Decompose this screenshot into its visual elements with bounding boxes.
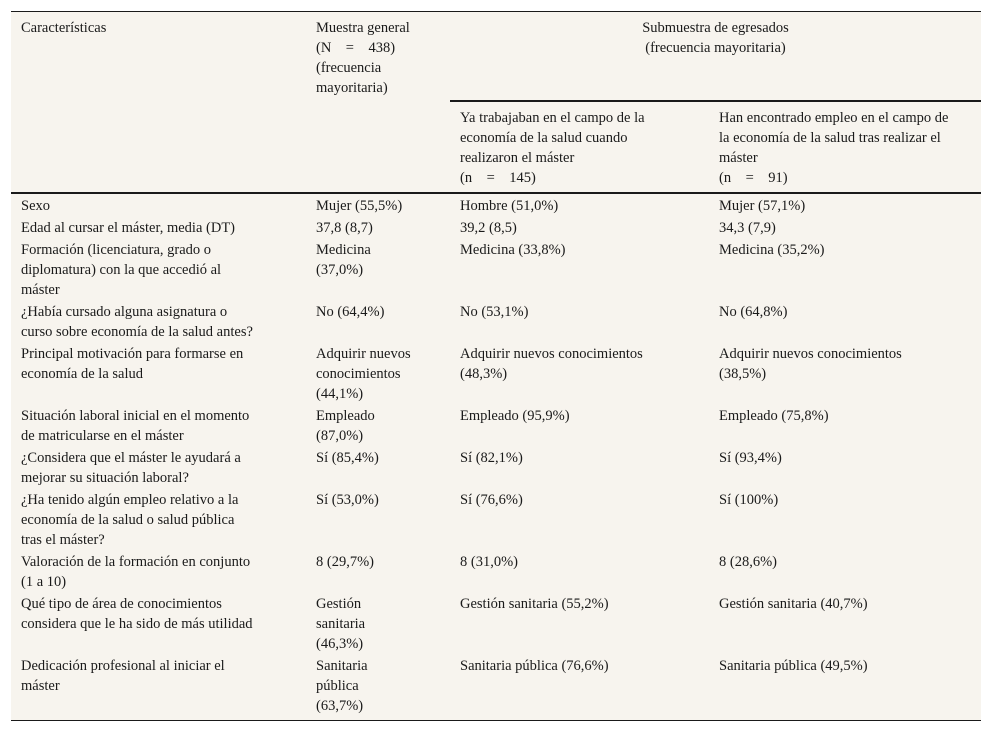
header-general-sample: Muestra general (N = 438) (frecuencia mayoritaria) — [316, 20, 410, 96]
row-label: Valoración de la formación en conjunto (1 a 10) — [21, 554, 251, 590]
row-label: Formación (licenciatura, grado o diplomatura) con la que accedió al máster — [21, 242, 222, 298]
row-label: ¿Ha tenido algún empleo relativo a la economía de la salud o salud pública tras el máster? — [21, 492, 239, 548]
row-general: 37,8 (8,7) — [316, 220, 373, 236]
row-label: Qué tipo de área de conocimientos considera que le ha sido de más utilidad — [21, 596, 253, 632]
row-general: Adquirir nuevos conocimientos (44,1%) — [316, 346, 411, 402]
row-general: Empleado (87,0%) — [316, 408, 375, 444]
row-found-employment: Sí (100%) — [719, 492, 779, 508]
row-already-working: 8 (31,0%) — [460, 554, 518, 570]
row-label: ¿Considera que el máster le ayudará a mejorar su situación laboral? — [21, 450, 241, 486]
header-graduates-subsample: Submuestra de egresados (frecuencia mayoritaria) — [642, 20, 789, 56]
row-general: 8 (29,7%) — [316, 554, 374, 570]
row-label: ¿Había cursado alguna asignatura o curso sobre economía de la salud antes? — [21, 304, 253, 340]
row-general: Gestión sanitaria (46,3%) — [316, 596, 366, 652]
table-bottom-rule — [11, 720, 981, 721]
row-general: No (64,4%) — [316, 304, 385, 320]
row-already-working: Hombre (51,0%) — [460, 198, 559, 214]
row-found-employment: Mujer (57,1%) — [719, 198, 806, 214]
subsample-header-rule — [450, 100, 981, 102]
row-label: Edad al cursar el máster, media (DT) — [21, 220, 236, 236]
row-already-working: 39,2 (8,5) — [460, 220, 517, 236]
header-characteristics: Características — [21, 20, 107, 36]
row-general: Sí (85,4%) — [316, 450, 379, 466]
row-found-employment: Gestión sanitaria (40,7%) — [719, 596, 868, 612]
header-found-employment: Han encontrado empleo en el campo de la economía de la salud tras realizar el máster (n = 91) — [719, 110, 949, 186]
row-already-working: No (53,1%) — [460, 304, 529, 320]
row-found-employment: Empleado (75,8%) — [719, 408, 829, 424]
row-found-employment: Sanitaria pública (49,5%) — [719, 658, 868, 674]
row-general: Sí (53,0%) — [316, 492, 379, 508]
row-already-working: Sí (76,6%) — [460, 492, 523, 508]
row-label: Dedicación profesional al iniciar el máster — [21, 658, 225, 694]
row-found-employment: 8 (28,6%) — [719, 554, 777, 570]
row-found-employment: 34,3 (7,9) — [719, 220, 776, 236]
row-already-working: Sí (82,1%) — [460, 450, 523, 466]
row-found-employment: Sí (93,4%) — [719, 450, 782, 466]
row-found-employment: No (64,8%) — [719, 304, 788, 320]
row-label: Principal motivación para formarse en economía de la salud — [21, 346, 244, 382]
row-label: Sexo — [21, 198, 50, 214]
results-table — [11, 11, 981, 721]
row-label: Situación laboral inicial en el momento de matricularse en el máster — [21, 408, 250, 444]
row-already-working: Sanitaria pública (76,6%) — [460, 658, 609, 674]
row-already-working: Gestión sanitaria (55,2%) — [460, 596, 609, 612]
row-general: Medicina (37,0%) — [316, 242, 371, 278]
row-found-employment: Adquirir nuevos conocimientos (38,5%) — [719, 346, 902, 382]
header-bottom-rule — [11, 192, 981, 194]
row-general: Mujer (55,5%) — [316, 198, 403, 214]
row-already-working: Adquirir nuevos conocimientos (48,3%) — [460, 346, 643, 382]
row-already-working: Medicina (33,8%) — [460, 242, 566, 258]
row-already-working: Empleado (95,9%) — [460, 408, 570, 424]
row-found-employment: Medicina (35,2%) — [719, 242, 825, 258]
header-already-working: Ya trabajaban en el campo de la economía de la salud cuando realizaron el máster (n = 145) — [460, 110, 645, 186]
table-top-rule — [11, 11, 981, 12]
row-general: Sanitaria pública (63,7%) — [316, 658, 368, 714]
